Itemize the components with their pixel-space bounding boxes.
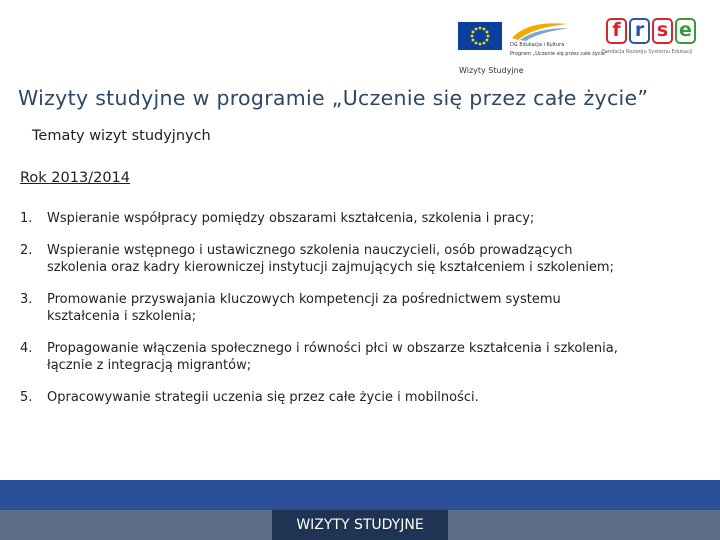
eu-stars-icon	[458, 22, 502, 50]
frse-letter-e: e	[675, 18, 696, 44]
list-item	[20, 210, 710, 228]
list-item-number: 1.	[20, 211, 33, 226]
list-item-text-continued: łącznie z integracją migrantów;	[47, 358, 252, 373]
list-item-number: 4.	[20, 340, 33, 356]
list-item	[20, 389, 710, 407]
logo-caption: Wizyty Studyjne	[459, 66, 524, 75]
frse-letter-s: s	[652, 18, 673, 44]
llp-swoosh-icon	[510, 20, 570, 42]
frse-logo	[602, 18, 702, 70]
footer-label: WIZYTY STUDYJNE	[272, 510, 448, 540]
llp-program-text: Program „Uczenie się przez całe życie”	[510, 51, 608, 57]
list-item-text: Opracowywanie strategii uczenia się przez całe życie i mobilności.	[47, 389, 479, 405]
list-item	[20, 242, 710, 277]
topics-list	[20, 210, 710, 420]
list-item-text: Wspieranie współpracy pomiędzy obszarami kształcenia, szkolenia i pracy;	[47, 211, 535, 226]
list-item	[20, 340, 710, 375]
year-heading: Rok 2013/2014	[20, 170, 130, 186]
list-item-text: Propagowanie włączenia społecznego i równości płci w obszarze kształcenia i szkolenia,	[47, 340, 618, 356]
page-title: Wizyty studyjne w programie „Uczenie się przez całe życie”	[18, 86, 649, 110]
frse-letter-f: f	[606, 18, 627, 44]
eu-flag-logo	[458, 22, 502, 50]
list-item-text-continued: kształcenia i szkolenia;	[47, 309, 197, 324]
list-item-text: Promowanie przyswajania kluczowych kompetencji za pośrednictwem systemu	[47, 291, 561, 307]
list-item-number: 3.	[20, 291, 33, 307]
list-item-text: Wspieranie wstępnego i ustawicznego szkolenia nauczycieli, osób prowadzących	[47, 242, 573, 258]
frse-subtitle: Fundacja Rozwoju Systemu Edukacji	[602, 49, 693, 55]
footer-band	[0, 480, 720, 510]
llp-dg-text: DG Edukacja i Kultura	[510, 42, 565, 48]
list-item-number: 2.	[20, 242, 33, 258]
list-item-number: 5.	[20, 389, 33, 405]
page-subtitle: Tematy wizyt studyjnych	[32, 128, 211, 144]
list-item	[20, 291, 710, 326]
frse-letter-r: r	[629, 18, 650, 44]
list-item-text-continued: szkolenia oraz kadry kierowniczej instytucji zajmujących się kształceniem i szkoleniem;	[47, 260, 614, 275]
logo-group	[455, 14, 710, 80]
